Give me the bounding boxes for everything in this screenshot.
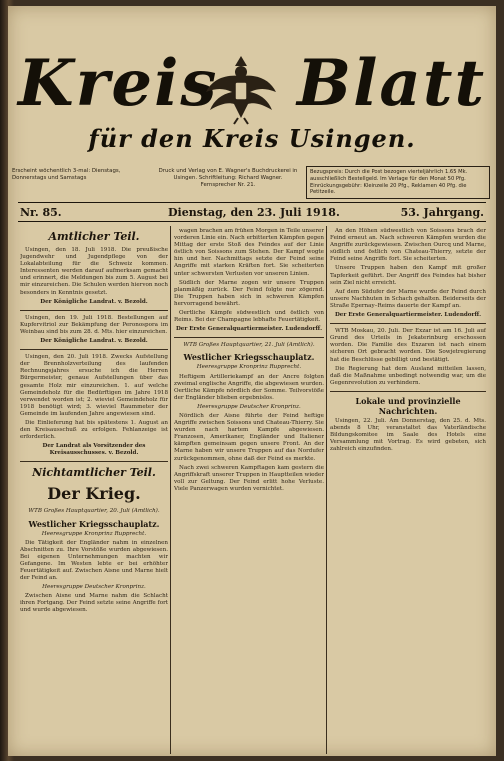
issue-number: Nr. 85.: [20, 206, 62, 219]
dateline-rule-bottom: [18, 221, 486, 222]
column-divider: [170, 226, 171, 754]
masthead: [18, 12, 486, 162]
article-paragraph: Heftigem Artilleriekampf an der Ancre folgten zweimal englische Angriffe, die abgewiesen wurden. Oertliche Kämpfe nördlich der Somme. Teilvorstöße der Engländer blieben ergebnislos.: [174, 373, 324, 401]
article-separator: [330, 323, 486, 324]
issue-date: Dienstag, den 23. Juli 1918.: [168, 206, 340, 219]
article-paragraph: Die Regierung hat dem Ausland mitteilen lassen, daß die Maßnahme unbedingt notwendig war, um die Gegenrevolution zu verhindern.: [330, 365, 486, 386]
article-paragraph: Usingen, den 19. Juli 1918. Bestellungen auf Kupfervitriol zur Bekämpfung der Peronospora im Weinbau sind bis zum 28. d. Mts. hier einzureichen.: [20, 314, 168, 335]
article-separator: [174, 337, 324, 338]
report-header: WTB Großes Hauptquartier, 20. Juli (Amtlich).: [28, 508, 160, 515]
column-1: [20, 228, 168, 753]
article-paragraph: WTB Moskau, 20. Juli. Der Exzar ist am 16. Juli auf Grund des Urteils in Jekaterinburg erschossen worden. Die Familie des Exzaren ist nach einem sicheren Ort gebracht worden. Die Sowjetregierung hat die Beschlüsse gebilligt und bestätigt.: [330, 328, 486, 363]
article-paragraph: Die Tätigkeit der Engländer nahm in einzelnen Abschnitten zu. Ihre Vorstöße wurden abgewiesen. Bei eigenen Unternehmungen machten wir Gefangene. Im Westen lebte er bei erhöhter Feuertätigkeit auf. Zwischen Aisne und Marne hielt der Feind an.: [20, 539, 168, 582]
article-paragraph: Unsere Truppen haben den Kampf mit großer Tapferkeit geführt. Der Angriff des Feindes hat bisher sein Ziel nicht erreicht.: [330, 265, 486, 286]
article-paragraph: Nach zwei schweren Kampftagen kam gestern die Angriffskraft unserer Truppen in Hauptteilen wieder voll zur Geltung. Der Feind erlitt hohe Verluste. Viele Panzerwagen wurden vernichtet.: [174, 464, 324, 492]
eagle-crest-icon: [204, 52, 278, 126]
article-separator: [20, 461, 168, 462]
article-paragraph: wagen brachen am frühen Morgen in Teile unserer vorderen Linie ein. Nach erbitterten Kämpfen gegen Mittag der erste Stoß des Feindes auf der Linie östlich von Soissons zum Stehen. Der Kampf wogte hin und her. Nachmittags setzte der Feind seine Angriffe mit starken Kräften fort. Sie scheiterten unter schwersten Verlusten vor unseren Linien.: [174, 228, 324, 277]
signature: Der Königliche Landrat. v. Bezold.: [40, 338, 148, 345]
section-title-local-news: Lokale und provinzielle Nachrichten.: [355, 395, 461, 416]
dateline-rule-top: [18, 202, 486, 203]
newspaper-page: [8, 6, 496, 756]
section-title-unofficial: Nichtamtlicher Teil.: [32, 466, 156, 480]
article-paragraph: Die Einlieferung hat bis spätestens 1. August an den Kreisausschuß zu erfolgen. Fehlanzeige ist erforderlich.: [20, 419, 168, 441]
column-divider: [326, 226, 327, 754]
article-paragraph: Usingen, 22. Juli. Am Donnerstag, den 25. d. Mts. abends 8 Uhr, veranstaltet das Vaterländische Bildungskomitee im Saale des Hotels eine Versammlung mit Vortrag. Es wird gebeten, sich zahlreich einzufinden.: [330, 417, 486, 453]
publication-schedule: Erscheint wöchentlich 3-mal: Dienstags, Donnerstags und Samstags: [12, 168, 121, 181]
article-paragraph: Auf dem Südufer der Marne wurde der Feind durch unsere Nachhuten in Schach gehalten. Beiderseits der Straße Epernay–Reims dauerte der Kampf an.: [330, 288, 486, 309]
army-group: Heeresgruppe Deutscher Kronprinz.: [197, 403, 301, 410]
dateline: [18, 206, 486, 220]
army-group: Heeresgruppe Deutscher Kronprinz.: [42, 584, 146, 591]
signature: Der Landrat als Vorsitzender des Kreisausschusses. v. Bezold.: [42, 443, 146, 457]
masthead-title-left: Kreis: [18, 46, 219, 121]
signature: Der Erste Generalquartiermeister. Ludendorff.: [334, 312, 482, 319]
army-group: Heeresgruppe Kronprinz Rupprecht.: [41, 530, 147, 537]
article-separator: [330, 391, 486, 392]
section-title-official: Amtlicher Teil.: [48, 230, 140, 243]
report-header: WTB Großes Hauptquartier, 21. Juli (Amtlich).: [183, 342, 315, 349]
army-group: Heeresgruppe Kronprinz Rupprecht.: [196, 364, 302, 371]
article-paragraph: An den Höhen südwestlich von Soissons brach der Feind erneut an. Nach schweren Kämpfen wurden die Angriffe zurückgewiesen. Zwischen Ourcq und Marne, südlich und östlich von Chateau-Thierry, setzte der Feind seine Angriffe fort. Sie scheiterten.: [330, 228, 486, 263]
article-paragraph: Zwischen Aisne und Marne nahm die Schlacht ihren Fortgang. Der Feind setzte seine Angriffe fort und wurde abgewiesen.: [20, 593, 168, 614]
signature: Der Königliche Landrat. v. Bezold.: [40, 298, 148, 305]
article-paragraph: Nördlich der Aisne führte der Feind heftige Angriffe zwischen Soissons und Chateau-Thierry. Sie wurden nach hartem Kampfe abgewiesen. Franzosen, Amerikaner, Engländer und Italiener kämpften gemeinsam gegen unsere Front. An der Marne haben wir unsere Truppen auf das Nordufer zurückgenommen, ohne daß der Feind es merkte.: [174, 412, 324, 462]
subscription-price-box: Bezugspreis: Durch die Post bezogen vierteljährlich 1.65 Mk. ausschließlich Bestellgeld. Im Verlage für den Monat 50 Pfg. Einrückungsgebühr: Kleinzeile 20 Pfg., Reklamen 40 Pfg. die Petitzeile.: [306, 166, 490, 199]
signature: Der Erste Generalquartiermeister. Ludendorff.: [175, 326, 323, 333]
column-3: [330, 228, 486, 753]
article-separator: [20, 310, 168, 311]
article-paragraph: Südlich der Marne zogen wir unsere Truppen planmäßig zurück. Der Feind folgte nur zögernd. Die Truppen haben sich in schweren Kämpfen hervorragend bewährt.: [174, 279, 324, 307]
volume-year: 53. Jahrgang.: [400, 206, 484, 219]
masthead-title-right: Blatt: [297, 46, 486, 121]
article-paragraph: Usingen, den 20. Juli 1918. Zwecks Aufstellung der Brennholzverteilung des laufenden Rechnungsjahres ersuche ich die Herren Bürgermeister, genaue Aufstellungen über das gesamte Holz mir einzureichen. 1. auf welche Gemeindeholz für die Bedürftigen im Jahre 1918 verwendet worden ist; 2. wieviel Gemeindeholz für 1918 benötigt wird; 3. wieviel Raummeter der Gemeinde im laufenden Jahre angewiesen sind.: [20, 354, 168, 417]
masthead-subtitle: für den Kreis Usingen.: [88, 124, 416, 153]
column-2: [174, 228, 324, 753]
subsection-title: Westlicher Kriegsschauplatz.: [28, 518, 160, 529]
war-headline: Der Krieg.: [47, 484, 141, 504]
article-paragraph: Oertliche Kämpfe südwestlich und östlich von Reims. Bei der Champagne lebhafte Feuertätigkeit.: [174, 310, 324, 324]
article-paragraph: Usingen, den 18. Juli 1918. Die preußische Jugendwehr und Jugendpflege von der Lokalabteilung für die Schweiz kommen. Interessenten werden darauf aufmerksam gemacht und erinnert, die Meldungen bis zum 5. August bei mir einzureichen. Die Schulen werden hiervon noch besonders in Kenntnis gesetzt.: [20, 247, 168, 296]
article-separator: [20, 349, 168, 350]
publisher-info: Druck und Verlag von E. Wagner's Buchdruckerei in Usingen. Schriftleitung: Richard Wagner. Fernsprecher Nr. 21.: [158, 168, 298, 188]
subsection-title: Westlicher Kriegsschauplatz.: [183, 352, 315, 363]
